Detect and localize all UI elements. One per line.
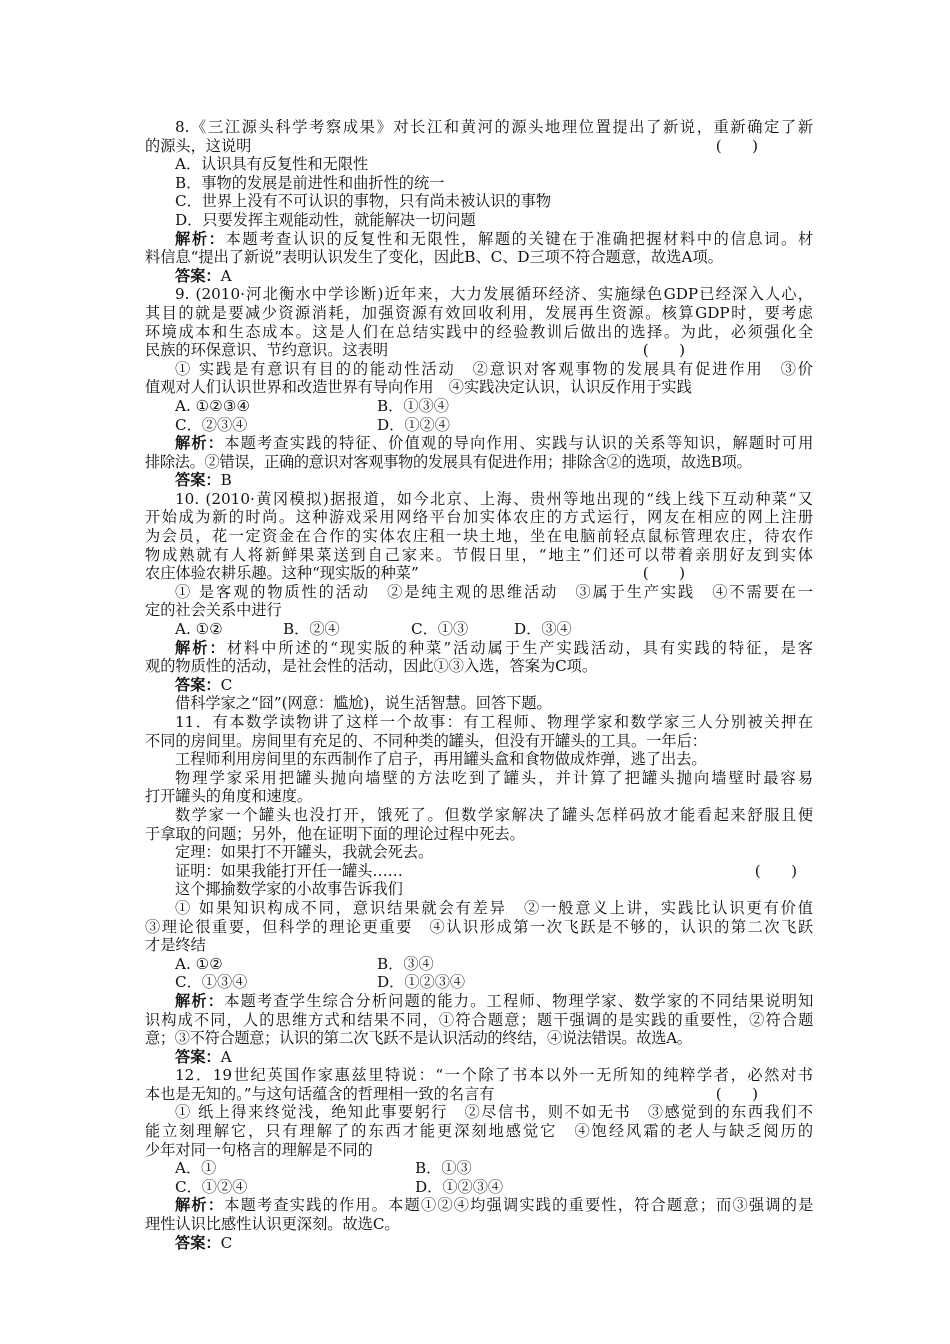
q11-statements: ① 如果知识构成不同，意识结果就会有差异 ②一般意义上讲，实践比认识更有价值: [175, 898, 813, 917]
q10-stem-line: 物成熟就有人将新鲜果菜送到自己家来。节假日里，“地主”们还可以带着亲朋好友到实体: [145, 545, 813, 564]
q8-stem-line: 的源头，这说明 ( ): [145, 136, 758, 155]
q11-stem-line: 数学家一个罐头也没打开，饿死了。但数学家解决了罐头怎样码放才能看起来舒服且便: [175, 805, 813, 824]
q11-option-a: A. ①②: [175, 954, 223, 973]
q11-answer: 答案：A: [175, 1047, 232, 1066]
q11-stem-line: 打开罐头的角度和速度。: [145, 787, 313, 806]
answer-label: 答案：: [175, 266, 221, 285]
q11-statements-line: 才是终结: [145, 936, 206, 955]
q12-statements: ① 纸上得来终觉浅，绝知此事要躬行 ②尽信书，则不如无书 ③感觉到的东西我们不: [175, 1103, 813, 1122]
q12-statements-line: 能立刻理解它，只有理解了的东西才能更深刻地感觉它 ④饱经风霜的老人与缺乏阅历的: [145, 1122, 813, 1141]
q10-options-row: [145, 620, 813, 639]
q10-stem-line: 为会员，花一定资金在合作的实体农庄租一块土地，坐在电脑前轻点鼠标管理农庄，待农作: [145, 527, 813, 546]
q11-analysis-line: 识构成不同，人的思维方式和结果不同，①符合题意；题干强调的是实践的重要性，②符合题: [145, 1010, 813, 1029]
q12-option-c: C．①②④: [175, 1177, 248, 1196]
q9-stem-line: 9. (2010·河北衡水中学诊断)近年来，大力发展循环经济、实施绿色GDP已经深入人心，: [175, 285, 813, 304]
q10-option-c: C．①③: [411, 620, 469, 639]
q12-options-row: [145, 1159, 813, 1178]
q9-options-row: [145, 397, 813, 416]
q9-option-b: B．①③④: [377, 396, 449, 415]
q9-statements: ① 实践是有意识有目的的能动性活动 ②意识对客观事物的发展具有促进作用 ③价: [175, 359, 813, 378]
q11-option-d: D．①②③④: [377, 973, 466, 992]
q10-stem-line: 农庄体验农耕乐趣。这种“现实版的种菜” ( ): [145, 564, 685, 583]
q8-option-c: C．世界上没有不可认识的事物，只有尚未被认识的事物: [175, 192, 552, 211]
q9-analysis: 解析：本题考查实践的特征、价值观的导向作用、实践与认识的关系等知识，解题时可用: [175, 434, 813, 453]
q9-stem-line: 环境成本和生态成本。这是人们在总结实践中的经验教训后做出的选择。为此，必须强化全: [145, 322, 813, 341]
q10-option-d: D．③④: [514, 620, 572, 639]
section-intro: 借科学家之“囧”(网意：尴尬)，说生活智慧。回答下题。: [175, 694, 552, 713]
q11-stem-line: 于拿取的问题；另外，他在证明下面的理论过程中死去。: [145, 824, 525, 843]
q9-options-row: [145, 416, 813, 435]
answer-paren: ( ): [754, 861, 797, 880]
q9-stem-line: 民族的环保意识、节约意识。这表明 ( ): [145, 341, 685, 360]
q11-option-b: B．③④: [377, 954, 434, 973]
q12-analysis: 解析：本题考查实践的作用。本题①②④均强调实践的重要性，符合题意；而③强调的是: [175, 1196, 813, 1215]
q11-options-row: [145, 955, 813, 974]
q11-statements-line: ③理论很重要，但科学的理论更重要 ④认识形成第一次飞跃是不够的，认识的第二次飞跃: [145, 917, 813, 936]
answer-label: 答案：: [175, 1233, 221, 1252]
answer-paren: ( ): [715, 1084, 758, 1103]
q11-stem-line: 工程师利用房间里的东西制作了启子，再用罐头盒和食物做成炸弹，逃了出去。: [175, 750, 707, 769]
q9-answer: 答案：B: [175, 471, 232, 490]
q10-analysis-line: 观的物质性的活动，是社会性的活动，因此①③入选，答案为C项。: [145, 657, 598, 676]
q11-option-c: C．①③④: [175, 973, 248, 992]
q8-answer: 答案：A: [175, 266, 232, 285]
analysis-label: 解析：: [175, 434, 225, 453]
analysis-label: 解析：: [175, 991, 225, 1010]
answer-paren: ( ): [715, 136, 758, 155]
document-content: [145, 118, 813, 1252]
q11-stem-line: 这个揶揄数学家的小故事告诉我们: [175, 880, 403, 899]
q10-stem-line: 开始成为新的时尚。这种游戏采用网络平台加实体农庄的方式运行，网友在相应的网上注册: [145, 508, 813, 527]
q10-answer: 答案：C: [175, 675, 233, 694]
q12-option-b: B．①③: [415, 1159, 472, 1178]
q11-stem-line: 11．有本数学读物讲了这样一个故事：有工程师、物理学家和数学家三人分别被关押在: [175, 713, 813, 731]
q9-analysis-line: 排除法。②错误，正确的意识对客观事物的发展具有促进作用；排除含②的选项，故选B项。: [145, 452, 752, 471]
analysis-label: 解析：: [175, 229, 226, 248]
q12-statements-line: 少年对同一句格言的理解是不同的: [145, 1140, 373, 1159]
q11-stem-line: 证明：如果我能打开任一罐头…… ( ): [175, 861, 797, 880]
q11-analysis: 解析：本题考查学生综合分析问题的能力。工程师、物理学家、数学家的不同结果说明知: [175, 991, 813, 1010]
answer-label: 答案：: [175, 1047, 221, 1066]
q8-stem-line: 8.《三江源头科学考察成果》对长江和黄河的源头地理位置提出了新说，重新确定了新: [175, 118, 813, 136]
q8-option-a: A．认识具有反复性和无限性: [175, 155, 369, 174]
answer-paren: ( ): [642, 564, 685, 583]
q11-stem-line: 不同的房间里。房间里有充足的、不同种类的罐头，但没有开罐头的工具。一年后：: [145, 731, 707, 750]
q10-analysis: 解析：材料中所述的“现实版的种菜”活动属于生产实践活动，具有实践的特征，是客: [175, 638, 813, 657]
q8-option-b: B．事物的发展是前进性和曲折性的统一: [175, 173, 445, 192]
q12-answer: 答案：C: [175, 1233, 233, 1252]
analysis-label: 解析：: [175, 1196, 225, 1215]
q10-option-a: A. ①②: [175, 620, 223, 639]
q11-stem-line: 物理学家采用把罐头抛向墙壁的方法吃到了罐头，并计算了把罐头抛向墙壁时最容易: [175, 768, 813, 787]
q9-option-a: A. ①②③④: [175, 396, 251, 415]
q11-stem-line: 定理：如果打不开罐头，我就会死去。: [175, 843, 434, 862]
q9-option-d: D．①②④: [377, 415, 450, 434]
answer-paren: ( ): [642, 341, 685, 360]
answer-label: 答案：: [175, 675, 221, 694]
q11-options-row: [145, 973, 813, 992]
q12-analysis-line: 理性认识比感性认识更深刻。故选C。: [145, 1215, 400, 1234]
analysis-label: 解析：: [175, 638, 227, 657]
q9-option-c: C．②③④: [175, 415, 248, 434]
q12-stem-line: 本也是无知的。”与这句话蕴含的哲理相一致的名言有 ( ): [145, 1084, 758, 1103]
q10-stem-line: 10. (2010·黄冈模拟)据报道，如今北京、上海、贵州等地出现的“线上线下互动种菜“又: [175, 489, 813, 508]
q11-analysis-line: 意；③不符合题意；认识的第二次飞跃不是认识活动的终结，④说法错误。故选A。: [145, 1029, 692, 1048]
q9-stem-line: 其目的就是要减少资源消耗，加强资源有效回收利用，发展再生资源。核算GDP时，要考虑: [145, 303, 813, 322]
q8-analysis-line: 料信息“提出了新说”表明认识发生了变化，因此B、C、D三项不符合题意，故选A项。: [145, 248, 723, 267]
answer-label: 答案：: [175, 471, 221, 490]
q10-statements-line: 定的社会关系中进行: [145, 601, 282, 620]
q8-analysis: 解析：本题考查认识的反复性和无限性，解题的关键在于准确把握材料中的信息词。材: [175, 229, 813, 248]
q8-option-d: D．只要发挥主观能动性，就能解决一切问题: [175, 210, 476, 229]
q10-option-b: B．②④: [283, 620, 340, 639]
q9-statements-line: 值观对人们认识世界和改造世界有导向作用 ④实践决定认识，认识反作用于实践: [145, 378, 692, 397]
q10-statements: ① 是客观的物质性的活动 ②是纯主观的思维活动 ③属于生产实践 ④不需要在一: [175, 582, 813, 601]
q12-stem-line: 12．19世纪英国作家惠兹里特说：“一个除了书本以外一无所知的纯粹学者，必然对书: [175, 1066, 813, 1085]
q12-options-row: [145, 1178, 813, 1197]
q12-option-d: D．①②③④: [415, 1177, 504, 1196]
q12-option-a: A．①: [175, 1159, 217, 1178]
